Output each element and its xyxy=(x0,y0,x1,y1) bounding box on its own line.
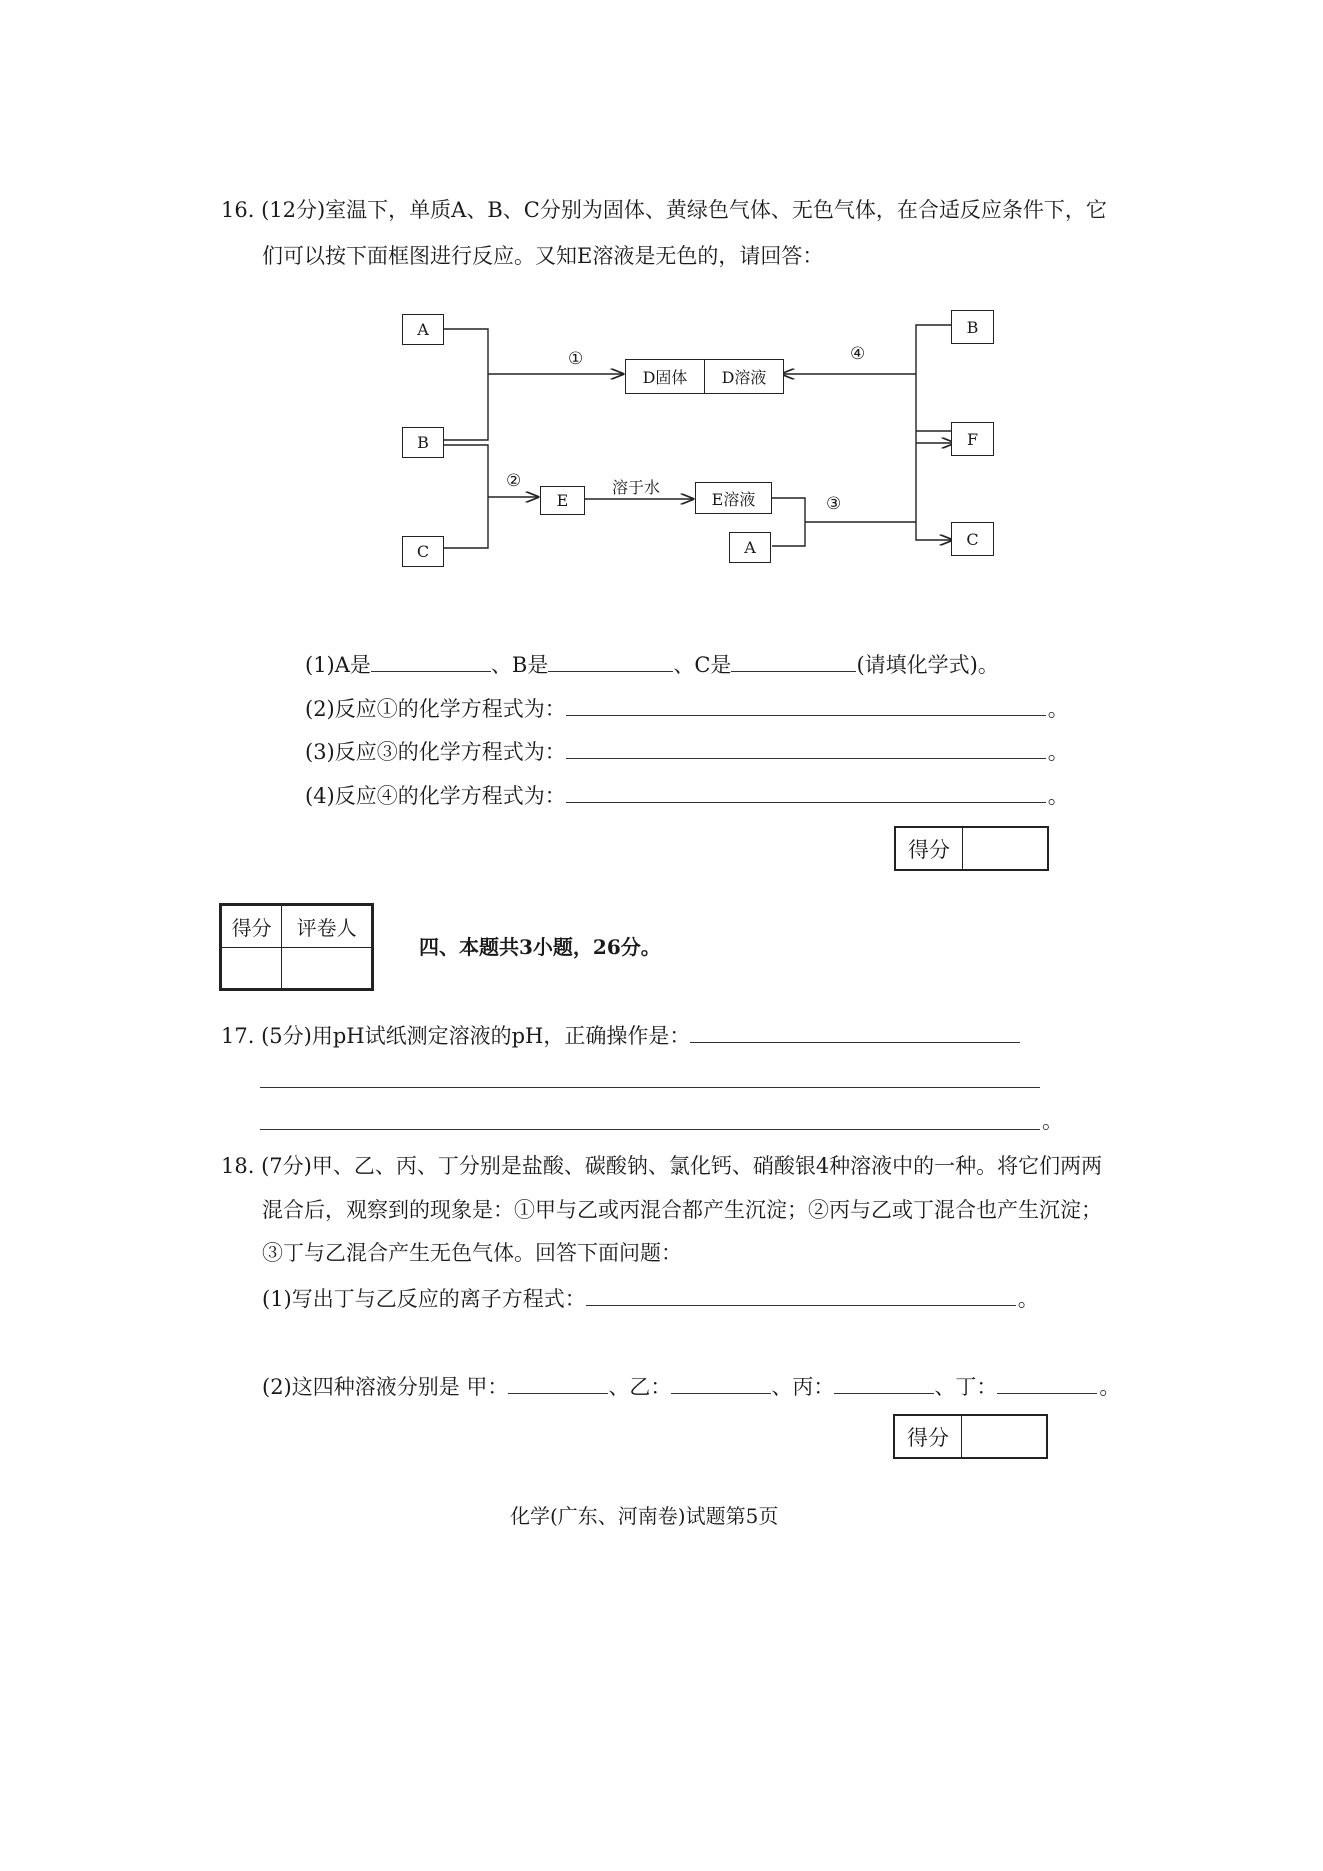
q16-sub1 xyxy=(305,652,999,678)
answer-blank-jia[interactable] xyxy=(508,1375,608,1394)
q18-sub2-a: (2)这四种溶液分别是 甲： xyxy=(262,1375,509,1399)
q16-stem-line1: 16. (12分)室温下，单质A、B、C分别为固体、黄绿色气体、无色气体，在合适反应条件下，它 xyxy=(221,198,1107,222)
q18-line3: ③丁与乙混合产生无色气体。回答下面问题： xyxy=(262,1241,682,1265)
q18-sub2 xyxy=(262,1374,1120,1400)
diagram-label-1: ① xyxy=(568,349,584,369)
grader-name-header: 评卷人 xyxy=(282,906,372,948)
q18-sub2-d: 、丁： xyxy=(934,1375,998,1399)
diagram-box-b: B xyxy=(402,427,444,458)
q18-sub2-b: 、乙： xyxy=(608,1375,672,1399)
q16-sub1-b-label: 、B是 xyxy=(490,653,549,677)
q16-sub4-label: (4)反应④的化学方程式为： xyxy=(305,784,566,808)
q18-line2: 混合后，观察到的现象是：①甲与乙或丙混合都产生沉淀；②丙与乙或丁混合也产生沉淀； xyxy=(262,1198,1102,1222)
diagram-box-f: F xyxy=(951,422,994,456)
answer-blank-ding[interactable] xyxy=(997,1375,1097,1394)
q16-sub2-label: (2)反应①的化学方程式为： xyxy=(305,697,566,721)
q17-stem xyxy=(221,1023,1020,1049)
diagram-box-c: C xyxy=(402,536,444,567)
diagram-box-a-second: A xyxy=(729,532,771,563)
answer-blank-b[interactable] xyxy=(548,653,673,672)
answer-line-q17-3[interactable] xyxy=(260,1129,1040,1130)
q16-sub3-label: (3)反应③的化学方程式为： xyxy=(305,740,566,764)
grader-name-cell[interactable] xyxy=(282,948,372,989)
q16-sub1-d-label: (请填化学式)。 xyxy=(856,653,999,677)
q16-sub2-period: 。 xyxy=(1047,697,1069,721)
diagram-label-4: ④ xyxy=(850,344,866,364)
q18-sub1-period: 。 xyxy=(1017,1287,1039,1311)
q16-score-field[interactable] xyxy=(963,828,1047,869)
diagram-box-a: A xyxy=(402,314,444,345)
q18-sub2-period: 。 xyxy=(1099,1375,1121,1399)
q18-line1: 18. (7分)甲、乙、丙、丁分别是盐酸、碳酸钠、氯化钙、硝酸银4种溶液中的一种。将它们两两 xyxy=(221,1154,1103,1178)
diagram-box-c-second: C xyxy=(951,522,994,556)
q18-score-box xyxy=(893,1414,1048,1459)
answer-blank-bing[interactable] xyxy=(834,1375,934,1394)
answer-blank-q17-line1[interactable] xyxy=(690,1024,1020,1043)
q16-sub2 xyxy=(305,696,1069,722)
diagram-box-d-solution: D溶液 xyxy=(704,359,784,394)
q18-score-field[interactable] xyxy=(962,1416,1046,1457)
q16-score-box xyxy=(894,826,1049,871)
diagram-label-2: ② xyxy=(506,471,522,491)
q16-sub4-period: 。 xyxy=(1047,784,1069,808)
answer-blank-yi[interactable] xyxy=(671,1375,771,1394)
diagram-box-e-solution: E溶液 xyxy=(695,482,772,514)
q18-sub1-label: (1)写出丁与乙反应的离子方程式： xyxy=(262,1287,586,1311)
diagram-label-dissolve: 溶于水 xyxy=(612,478,661,497)
grader-score-header: 得分 xyxy=(222,906,282,948)
answer-blank-ionic-equation[interactable] xyxy=(586,1287,1016,1306)
answer-blank-c[interactable] xyxy=(731,653,856,672)
q18-score-label: 得分 xyxy=(895,1416,962,1457)
q16-sub4 xyxy=(305,783,1069,809)
answer-blank-a[interactable] xyxy=(371,653,491,672)
q16-sub3 xyxy=(305,739,1069,765)
q16-score-label: 得分 xyxy=(896,828,963,869)
q18-sub2-c: 、丙： xyxy=(771,1375,835,1399)
q17-stem-text: 17. (5分)用pH试纸测定溶液的pH，正确操作是： xyxy=(221,1024,691,1048)
diagram-box-e: E xyxy=(540,486,585,515)
grader-table xyxy=(219,903,374,991)
page-footer: 化学(广东、河南卷)试题第5页 xyxy=(510,1504,779,1528)
q16-sub1-a-label: (1)A是 xyxy=(305,653,371,677)
q18-sub1 xyxy=(262,1286,1039,1312)
q16-sub3-period: 。 xyxy=(1047,740,1069,764)
answer-blank-reaction1[interactable] xyxy=(566,697,1046,716)
diagram-box-d-solid: D固体 xyxy=(625,359,705,394)
diagram-box-b-second: B xyxy=(951,310,994,344)
q17-period: 。 xyxy=(1042,1109,1063,1133)
q16-stem-line2: 们可以按下面框图进行反应。又知E溶液是无色的，请回答： xyxy=(262,244,824,268)
diagram-connectors xyxy=(0,0,1323,700)
answer-blank-reaction3[interactable] xyxy=(566,740,1046,759)
answer-line-q17-2[interactable] xyxy=(260,1087,1040,1088)
section4-title: 四、本题共3小题，26分。 xyxy=(419,935,661,959)
answer-blank-reaction4[interactable] xyxy=(566,784,1046,803)
grader-score-cell[interactable] xyxy=(222,948,282,989)
q16-sub1-c-label: 、C是 xyxy=(673,653,732,677)
diagram-label-3: ③ xyxy=(826,494,842,514)
